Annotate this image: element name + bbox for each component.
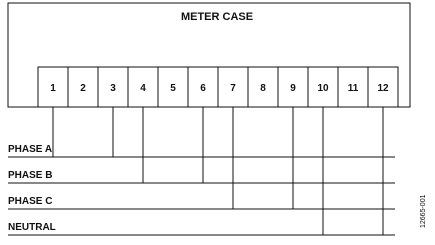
terminal-label-8: 8 [260,83,266,94]
terminal-label-10: 10 [317,83,329,94]
wiring [8,107,395,235]
terminal-block [38,67,398,107]
phase-c-label: PHASE C [8,196,53,207]
phase-b-label: PHASE B [8,170,53,181]
terminal-label-4: 4 [140,83,146,94]
terminal-label-1: 1 [50,83,56,94]
terminal-label-2: 2 [80,83,86,94]
neutral-label: NEUTRAL [8,222,56,233]
figure-id: 12665-001 [420,194,427,228]
terminal-label-7: 7 [230,83,236,94]
terminal-label-6: 6 [200,83,206,94]
terminal-label-9: 9 [290,83,296,94]
terminal-label-12: 12 [377,83,389,94]
terminal-label-3: 3 [110,83,116,94]
meter-case-title: METER CASE [180,11,254,23]
terminal-label-11: 11 [347,83,359,94]
phase-a-label: PHASE A [8,144,53,155]
terminal-label-5: 5 [170,83,176,94]
